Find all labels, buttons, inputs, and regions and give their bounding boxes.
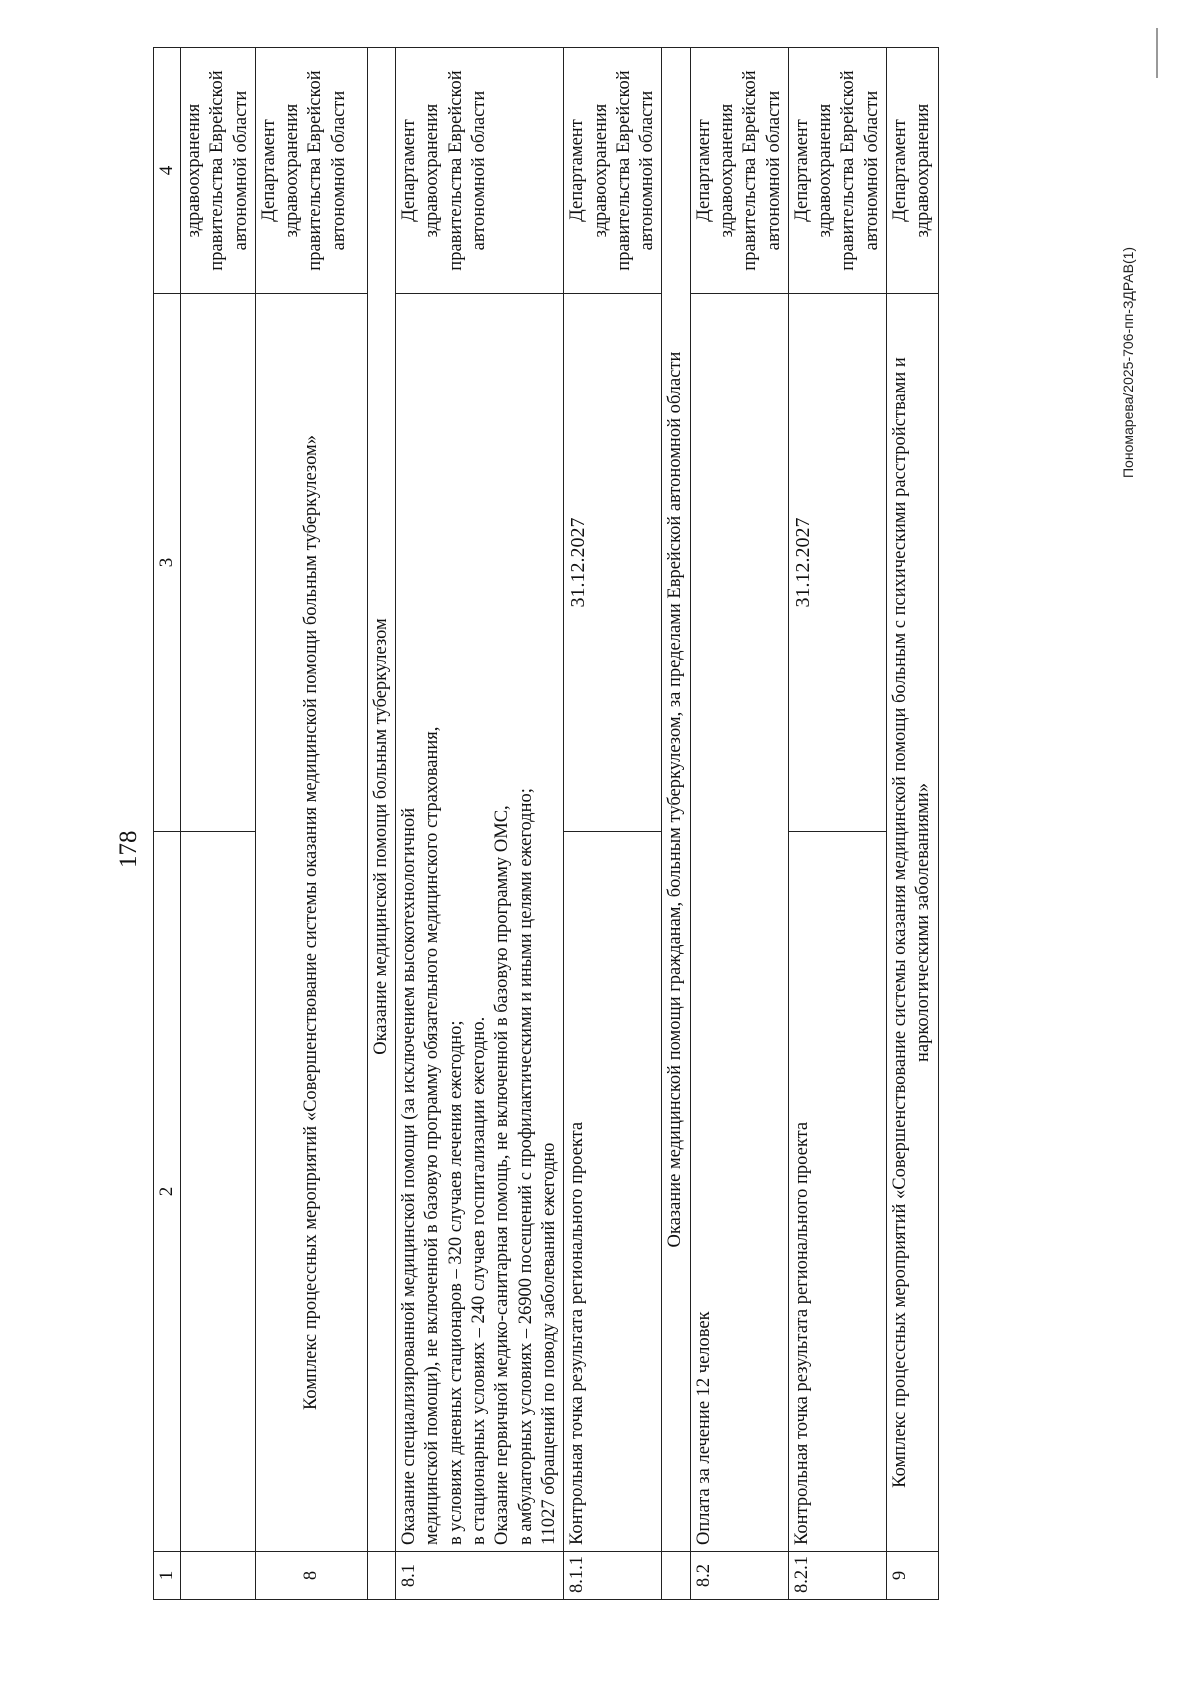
table-row bbox=[180, 48, 255, 1600]
row-number: 8 bbox=[255, 1552, 367, 1600]
header-col-3: 3 bbox=[154, 294, 181, 832]
responsible-cell: Департамент здравоохранения bbox=[887, 48, 939, 294]
task-line: Оказание специализированной медицинской помощи (за исключением высокотехнологичной bbox=[399, 807, 420, 1545]
task-line: в амбулаторных условиях – 26900 посещений с профилактическими и иными целями ежегодно; bbox=[515, 788, 536, 1545]
section-row bbox=[662, 48, 690, 1600]
plan-table bbox=[153, 47, 939, 1600]
section-title: Оказание медицинской помощи больным туберкулезом bbox=[367, 48, 395, 1552]
section-number-cell bbox=[367, 1552, 395, 1600]
complex-title: Комплекс процессных мероприятий «Совершенствование системы оказания медицинской помощи больным с психическими расстройствами и наркологическими заболеваниями» bbox=[887, 294, 939, 1552]
table-row bbox=[564, 48, 662, 1600]
row-number: 9 bbox=[887, 1552, 939, 1600]
responsible-cell: здравоохранения правительства Еврейской автономной области bbox=[180, 48, 255, 294]
checkpoint-text: Контрольная точка результата регионального проекта bbox=[788, 832, 886, 1552]
row-number bbox=[180, 1552, 255, 1600]
row-number: 8.1.1 bbox=[564, 1552, 662, 1600]
task-description bbox=[396, 294, 564, 1552]
table-row bbox=[788, 48, 886, 1600]
row-text bbox=[180, 832, 255, 1552]
responsible-cell: Департамент здравоохранения правительства Еврейской автономной области bbox=[690, 48, 788, 294]
document-reference: Пономарева/2025-706-пп-ЗДРАВ(1) bbox=[1120, 246, 1136, 478]
responsible-cell: Департамент здравоохранения правительства Еврейской автономной области bbox=[255, 48, 367, 294]
row-number: 8.2.1 bbox=[788, 1552, 886, 1600]
table-header-row bbox=[154, 48, 181, 1600]
scan-edge-mark bbox=[1156, 28, 1158, 78]
table-row bbox=[887, 48, 939, 1600]
table-row bbox=[255, 48, 367, 1600]
checkpoint-date: 31.12.2027 bbox=[564, 294, 662, 832]
checkpoint-text: Контрольная точка результата регионального проекта bbox=[564, 832, 662, 1552]
table-row bbox=[690, 48, 788, 1600]
header-col-1: 1 bbox=[154, 1552, 181, 1600]
task-line: в условиях дневных стационаров – 320 случаев лечения ежегодно; bbox=[445, 1020, 466, 1545]
task-description bbox=[690, 294, 788, 1552]
row-number: 8.2 bbox=[690, 1552, 788, 1600]
header-col-4: 4 bbox=[154, 48, 181, 294]
task-line: 11027 обращений по поводу заболеваний ежегодно bbox=[538, 1142, 559, 1545]
page-number: 178 bbox=[115, 830, 142, 868]
checkpoint-date: 31.12.2027 bbox=[788, 294, 886, 832]
task-line: в стационарных условиях – 240 случаев госпитализации ежегодно. bbox=[469, 1016, 490, 1545]
complex-title: Комплекс процессных мероприятий «Совершенствование системы оказания медицинской помощи больным туберкулезом» bbox=[255, 294, 367, 1552]
task-line: медицинской помощи), не включенной в базовую программу обязательного медицинского страхования, bbox=[422, 726, 443, 1545]
header-col-2: 2 bbox=[154, 832, 181, 1552]
row-date bbox=[180, 294, 255, 832]
responsible-cell: Департамент здравоохранения правительства Еврейской автономной области bbox=[564, 48, 662, 294]
section-row bbox=[367, 48, 395, 1600]
section-number-cell bbox=[662, 1552, 690, 1600]
task-line: Оказание первичной медико-санитарная помощь, не включенной в базовую программу ОМС, bbox=[492, 805, 513, 1545]
task-line: Оплата за лечение 12 человек bbox=[693, 1311, 714, 1545]
row-number: 8.1 bbox=[396, 1552, 564, 1600]
responsible-cell: Департамент здравоохранения правительства Еврейской автономной области bbox=[396, 48, 564, 294]
responsible-cell: Департамент здравоохранения правительства Еврейской автономной области bbox=[788, 48, 886, 294]
table-row bbox=[396, 48, 564, 1600]
section-title: Оказание медицинской помощи гражданам, больным туберкулезом, за пределами Еврейской автономной области bbox=[662, 48, 690, 1552]
